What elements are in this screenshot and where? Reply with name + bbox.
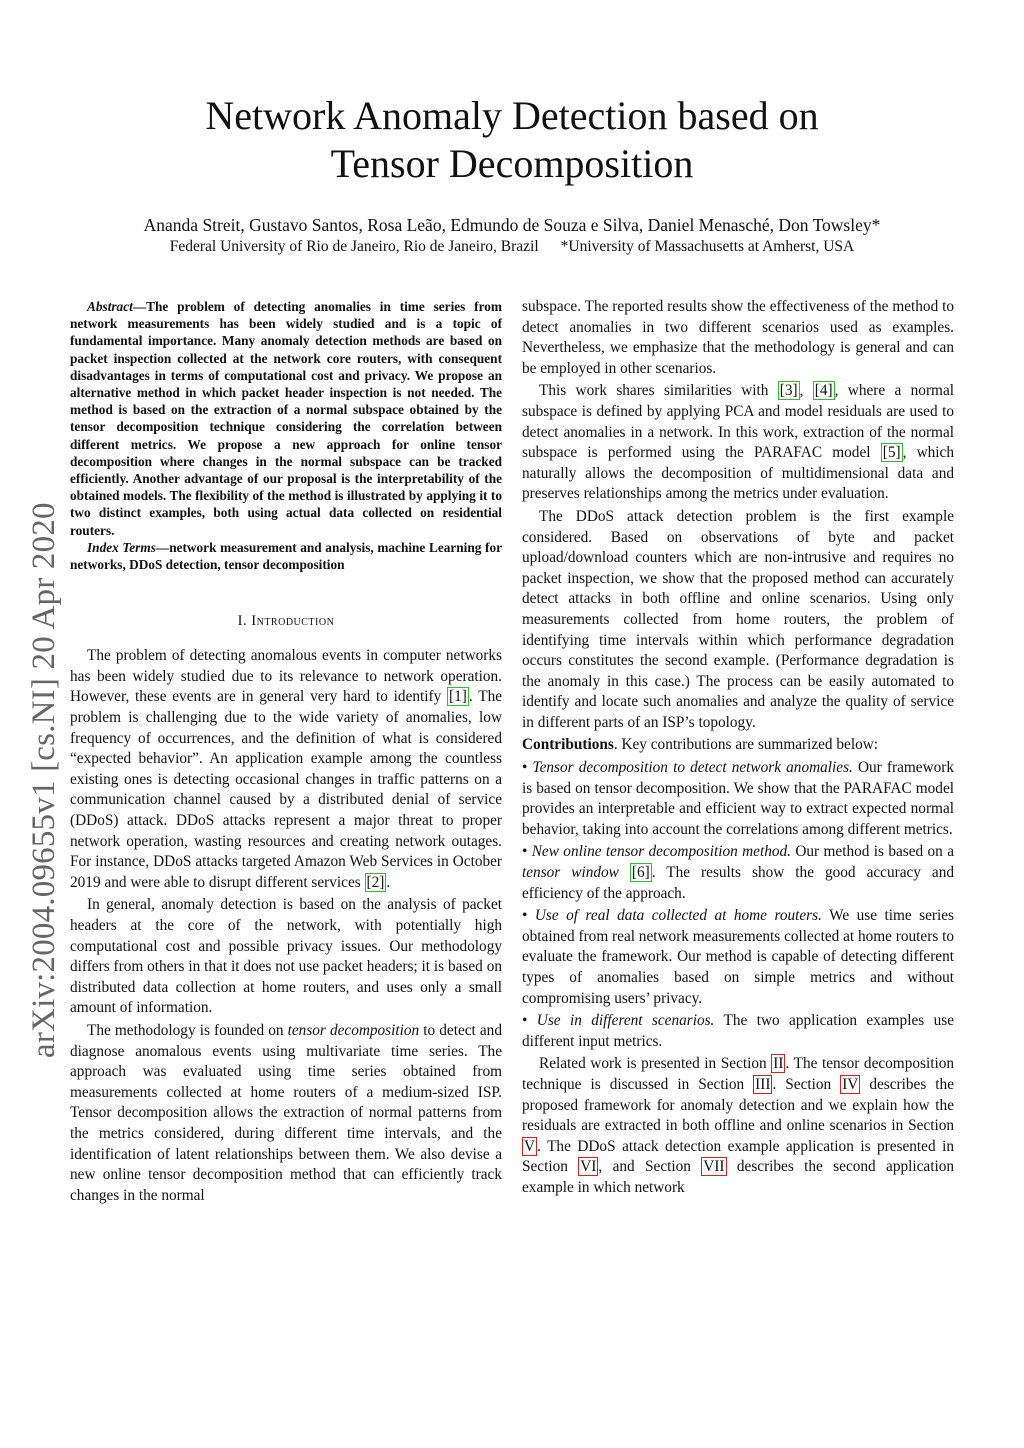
bullet-icon: • xyxy=(522,759,528,777)
intro-paragraph-outline: Related work is presented in Section II . The tensor decomposition technique is discussed in Section III . Section IV describes the proposed framework for anomaly detection and we explain how the residuals are extracted in both offline and online scenarios in Section V . The DDoS attack detection example application is presented in Section VI , and Section VII describes the second application example in which network xyxy=(522,1055,955,1196)
bullet-icon: • xyxy=(522,1012,528,1030)
index-terms-text: network measurement and analysis, machine Learning for networks, DDoS detection, tensor decomposition xyxy=(70,539,502,573)
left-column xyxy=(70,298,502,1206)
bullet-icon: • xyxy=(522,907,528,925)
section-heading-introduction: I. Introduction xyxy=(237,613,335,630)
section-link-6[interactable]: VI xyxy=(580,1158,597,1176)
intro-paragraph-1: The problem of detecting anomalous events in computer networks has been widely studied due to its relevance to network operation. However, these events are in general very hard to identify [1] . The problem is challenging due to the wide variety of anomalies, low frequency of occurrences, and the definition of what is considered “expected behavior”. An application example among the countless existing ones is detecting occasional changes in traffic patterns on a communication channel caused by a distributed denial of service (DDoS) attack. DDoS attacks represent a major threat to proper network operation, wasting resources and creating network outages. For instance, DDoS attacks targeted Amazon Web Services in October 2019 and were able to disrupt different services [2] . xyxy=(70,647,503,891)
contribution-item-4: • Use in different scenarios. The two application examples use different input metrics. xyxy=(522,1012,954,1050)
intro-paragraph-3-cont: subspace. The reported results show the effectiveness of the method to detect anomalies in two different scenarios used as examples. Nevertheless, we emphasize that the methodology is general and can be employed in other scenarios. xyxy=(522,298,954,377)
citation-link-3[interactable]: [3] xyxy=(779,382,798,400)
contribution-item-3: • Use of real data collected at home routers. We use time series obtained from real network measurements collected at home routers to evaluate the framework. Our method is capable of detecting different types of anomalies based on simple metrics and without compromising users’ privacy. xyxy=(522,907,955,1007)
author-list: Ananda Streit, Gustavo Santos, Rosa Leão, Edmundo de Souza e Silva, Daniel Menasché, Don Towsley* xyxy=(143,215,881,235)
abstract: Abstract—The problem of detecting anomalies in time series from network measurements has been widely studied and is a topic of fundamental importance. Many anomaly detection methods are based on packet inspection collected at the network core routers, with consequent disadvantages in terms of computational cost and privacy. We propose an alternative method in which packet header inspection is not needed. The method is based on the extraction of a normal subspace obtained by the tensor decomposition technique considering the correlation between different metrics. We propose a new approach for online tensor decomposition where changes in the normal subspace can be tracked efficiently. Another advantage of our proposal is the interpretability of the obtained models. The flexibility of the method is illustrated by applying it to two distinct examples, both using actual data collected on residential routers. xyxy=(70,299,502,538)
title-line-1: Network Anomaly Detection based on xyxy=(205,93,819,138)
citation-link-5[interactable]: [5] xyxy=(882,444,901,462)
section-link-3[interactable]: III xyxy=(755,1075,771,1093)
section-link-4[interactable]: IV xyxy=(842,1075,859,1093)
index-terms: Index Terms—network measurement and analysis, machine Learning for networks, DDoS detection, tensor decomposition xyxy=(70,539,502,573)
abstract-text: The problem of detecting anomalies in time series from network measurements has been widely studied and is a topic of fundamental importance. Many anomaly detection methods are based on packet inspection collected at the network core routers, with consequent disadvantages in terms of computational cost and privacy. We propose an alternative method in which packet header inspection is not needed. The method is based on the extraction of a normal subspace obtained by the tensor decomposition technique considering the correlation between different metrics. We propose a new approach for online tensor decomposition where changes in the normal subspace can be tracked efficiently. Another advantage of our proposal is the interpretability of the obtained models. The flexibility of the method is illustrated by applying it to two distinct examples, both using actual data collected on residential routers. xyxy=(70,299,502,538)
citation-link-2[interactable]: [2] xyxy=(366,873,385,891)
paper-title xyxy=(0,92,1024,188)
contributions-lead: Contributions. Key contributions are summarized below: xyxy=(522,736,879,754)
title-line-2: Tensor Decomposition xyxy=(330,141,694,186)
contribution-item-1: • Tensor decomposition to detect network anomalies. Our framework is based on tensor decomposition. We show that the PARAFAC model provides an interpretable and efficient way to extract expected normal behavior, taking into account the correlations among different metrics. xyxy=(522,759,955,838)
intro-paragraph-5: The DDoS attack detection problem is the first example considered. Based on observations of byte and packet upload/download counters which are non-intrusive and requires no packet inspection, we show that the proposed method can accurately detect attacks in both offline and online scenarios. Using only measurements collected from home routers, the problem of identifying time intervals within which performance degradation occurs constitutes the second example. (Performance degradation is the anomaly in this case.) The process can be easily automated to identify and locate such anomalies and analyze the quality of service in different parts of an ISP’s topology. xyxy=(522,507,954,731)
section-link-2[interactable]: II xyxy=(773,1055,784,1073)
intro-paragraph-2: In general, anomaly detection is based on the analysis of packet headers at the core of the network, with potentially high computational cost and possible privacy issues. Our methodology differs from others in that it does not use packet headers; it is based on distributed data collection at home routers, and uses only a small amount of information. xyxy=(70,896,502,1017)
section-link-5[interactable]: V xyxy=(524,1137,536,1155)
abstract-label: Abstract xyxy=(87,299,133,314)
citation-link-4[interactable]: [4] xyxy=(814,382,833,400)
citation-link-1[interactable]: [1] xyxy=(449,688,467,706)
bullet-icon: • xyxy=(522,843,528,861)
section-link-7[interactable]: VII xyxy=(703,1158,725,1176)
intro-paragraph-3: The methodology is founded on tensor decomposition to detect and diagnose anomalous events using multivariate time series. The approach was evaluated using time series obtained from measurements collected at home routers of a medium-sized ISP. Tensor decomposition allows the extraction of normal patterns from the metrics considered, during different time intervals, and the identification of latent relationships between them. We also devise a new online tensor decomposition method that can efficiently track changes in the normal xyxy=(70,1021,502,1204)
contributions-label: Contributions xyxy=(522,736,614,754)
arxiv-sidebar-id: arXiv:2004.09655v1 [cs.NI] 20 Apr 2020 xyxy=(26,502,62,1058)
index-terms-label: Index Terms xyxy=(87,539,156,555)
affiliations xyxy=(0,237,1024,257)
right-column xyxy=(522,297,954,1199)
affiliation-umass: *University of Massachusetts at Amherst, USA xyxy=(560,238,855,255)
affiliation-rio: Federal University of Rio de Janeiro, Rio de Janeiro, Brazil xyxy=(169,238,539,255)
citation-link-6[interactable]: [6] xyxy=(631,864,650,882)
intro-paragraph-4: This work shares similarities with [3] , [4] , where a normal subspace is defined by applying PCA and model residuals are used to detect anomalies in a network. In this work, extraction of the normal subspace is performed using the PARAFAC model [5] , which naturally allows the decomposition of multidimensional data and preserves relationships among the metrics under evaluation. xyxy=(522,382,954,503)
contribution-item-2: • New online tensor decomposition method. Our method is based on a tensor window [6] . The results show the good accuracy and efficiency of the approach. xyxy=(522,843,955,902)
